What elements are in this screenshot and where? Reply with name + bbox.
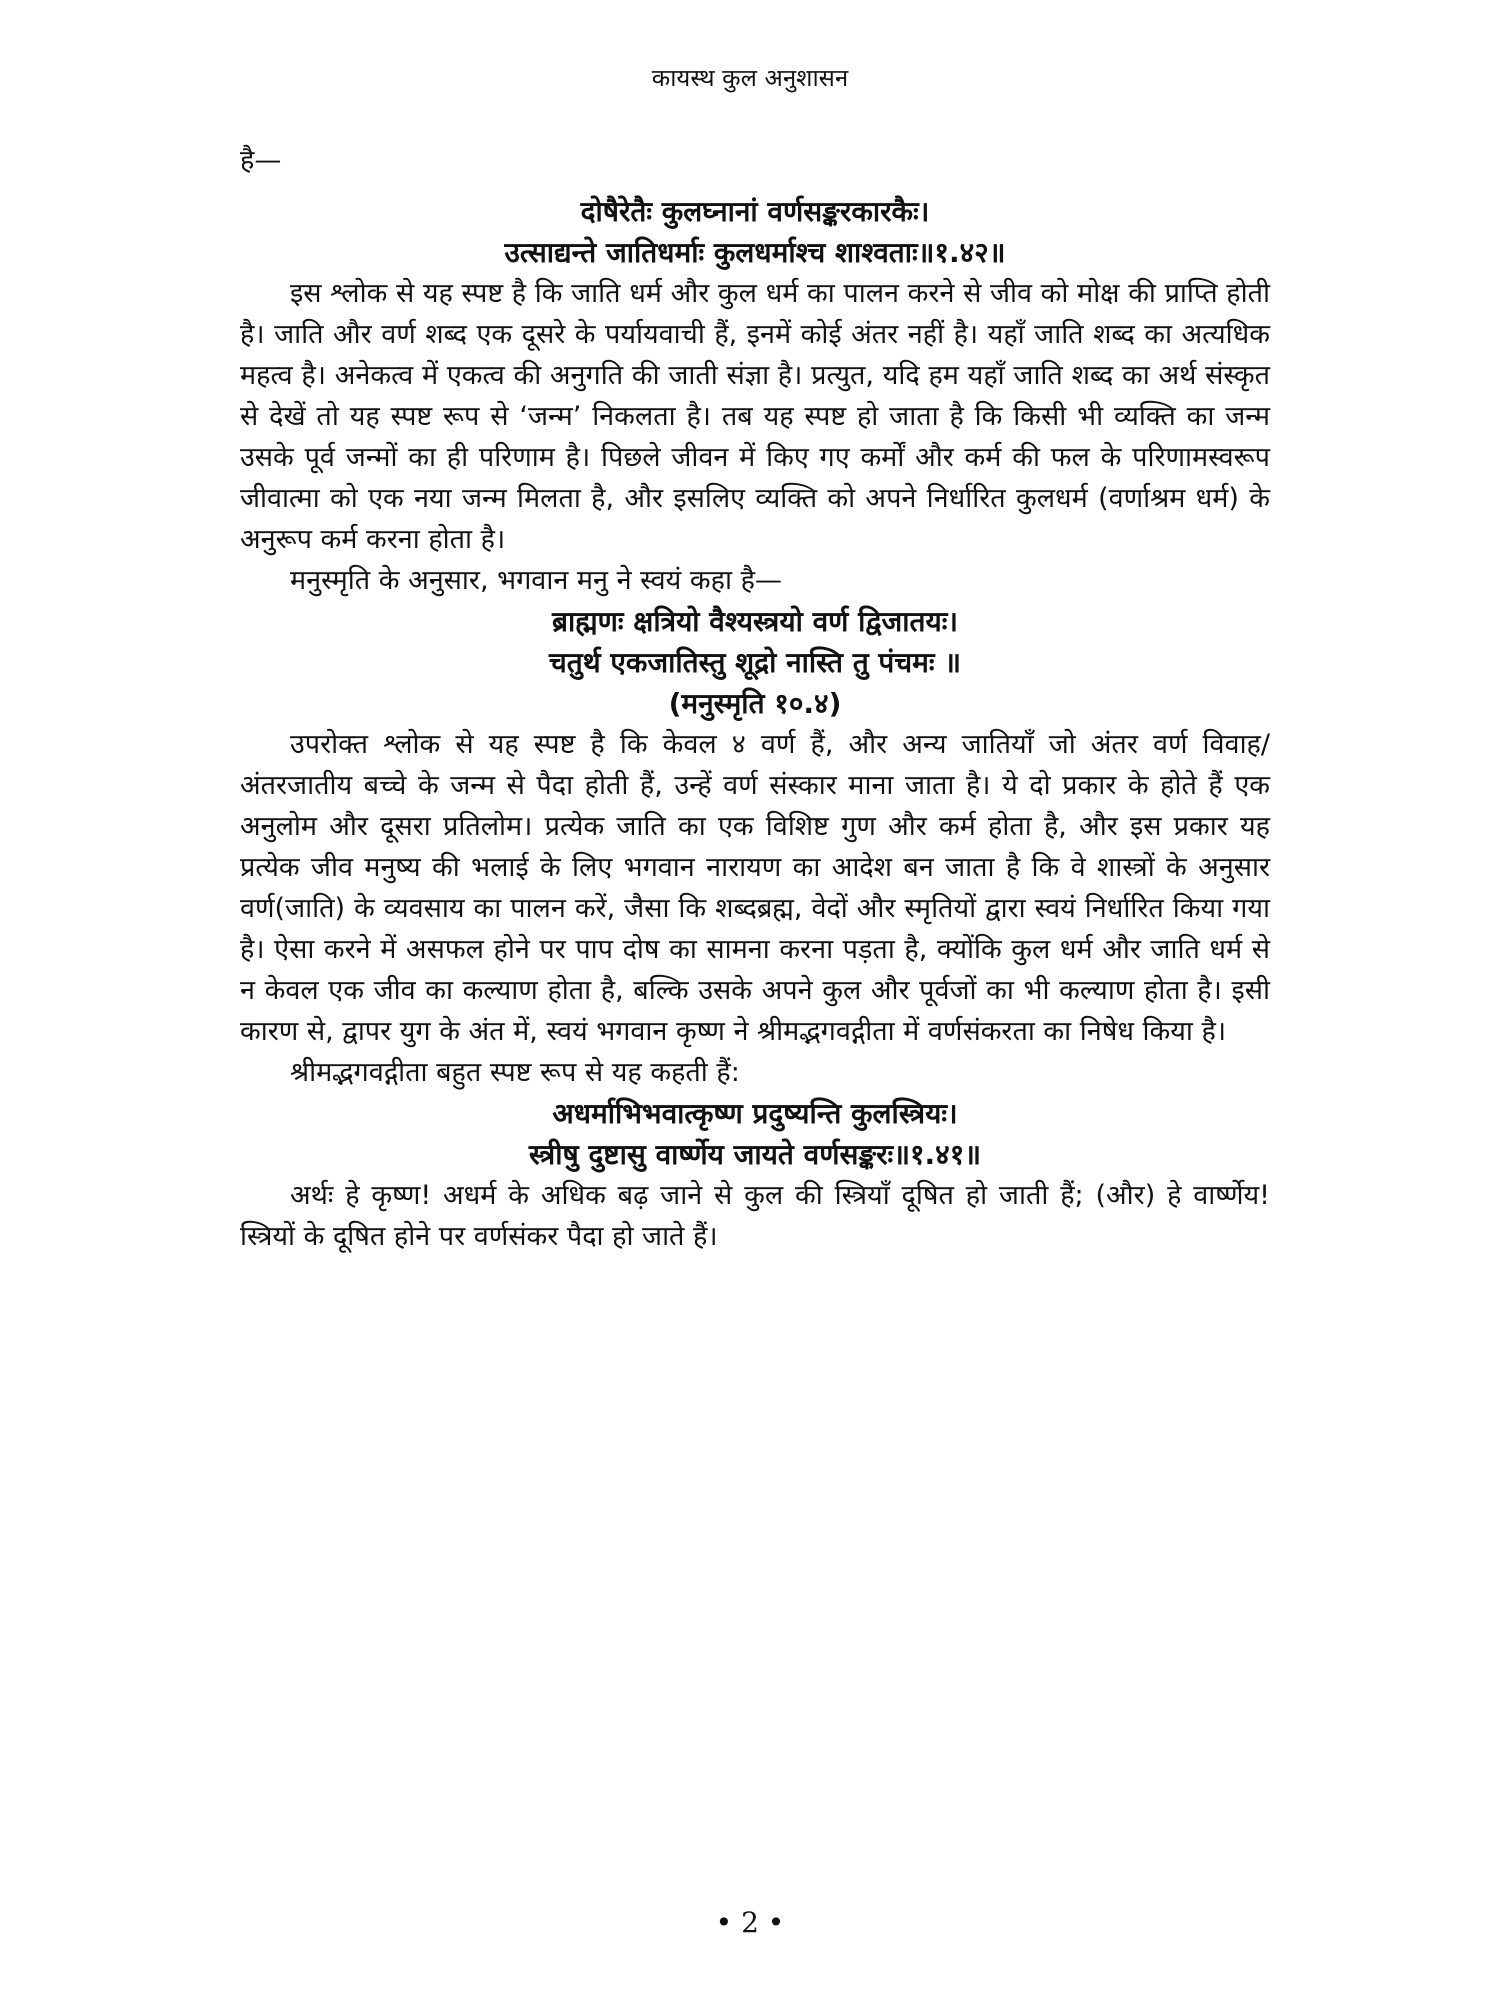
verse-1-line-1: दोषैरेतैः कुलघ्नानां वर्णसङ्करकारकैः।	[580, 195, 930, 228]
paragraph-5: अर्थः हे कृष्ण! अधर्म के अधिक बढ़ जाने से कुल की स्त्रियाँ दूषित हो जाती हैं; (और) हे वार्ष्णेय! स्त्रियों के दूषित होने पर वर्णसंकर पैदा हो जाते हैं।	[240, 1180, 1270, 1252]
verse-3-line-1: अधर्माभिभवात्कृष्ण प्रदुष्यन्ति कुलस्त्रियः।	[552, 1097, 958, 1130]
running-header: कायस्थ कुल अनुशासन	[651, 64, 849, 92]
verse-1-line-2: उत्साद्यन्ते जातिधर्माः कुलधर्माश्च शाश्वताः॥१.४२॥	[504, 236, 1006, 269]
page-number: • 2 •	[715, 1906, 785, 1939]
paragraph-2: मनुस्मृति के अनुसार, भगवान मनु ने स्वयं कहा है—	[290, 565, 782, 596]
paragraph-4: श्रीमद्भगवद्गीता बहुत स्पष्ट रूप से यह कहती हैं:	[290, 1057, 740, 1088]
paragraph-3: उपरोक्त श्लोक से यह स्पष्ट है कि केवल ४ वर्ण हैं, और अन्य जातियाँ जो अंतर वर्ण विवाह/अंतरजातीय बच्चे के जन्म से पैदा होती हैं, उन्हें वर्ण संस्कार माना जाता है। ये दो प्रकार के होते हैं एक अनुलोम और दूसरा प्रतिलोम। प्रत्येक जाति का एक विशिष्ट गुण और कर्म होता है, और इस प्रकार यह प्रत्येक जीव मनुष्य की भलाई के लिए भगवान नारायण का आदेश बन जाता है कि वे शास्त्रों के अनुसार वर्ण(जाति) के व्यवसाय का पालन करें, जैसा कि शब्दब्रह्म, वेदों और स्मृतियों द्वारा स्वयं निर्धारित किया गया है। ऐसा करने में असफल होने पर पाप दोष का सामना करना पड़ता है, क्योंकि कुल धर्म और जाति धर्म से न केवल एक जीव का कल्याण होता है, बल्कि उसके अपने कुल और पूर्वजों का भी कल्याण होता है। इसी कारण से, द्वापर युग के अंत में, स्वयं भगवान कृष्ण ने श्रीमद्भगवद्गीता में वर्णसंकरता का निषेध किया है।	[240, 729, 1270, 1047]
page-body	[240, 140, 1270, 1257]
verse-2-line-1: ब्राह्मणः क्षत्रियो वैश्यस्त्रयो वर्ण द्विजातयः।	[551, 605, 959, 638]
verse-2-line-2: चतुर्थ एकजातिस्तु शूद्रो नास्ति तु पंचमः ॥	[548, 646, 962, 679]
lead-line: है—	[240, 145, 282, 176]
verse-2-reference: (मनुस्मृति १०.४)	[668, 687, 842, 720]
paragraph-1: इस श्लोक से यह स्पष्ट है कि जाति धर्म और कुल धर्म का पालन करने से जीव को मोक्ष की प्राप्ति होती है। जाति और वर्ण शब्द एक दूसरे के पर्यायवाची हैं, इनमें कोई अंतर नहीं है। यहाँ जाति शब्द का अत्यधिक महत्व है। अनेकत्व में एकत्व की अनुगति की जाती संज्ञा है। प्रत्युत, यदि हम यहाँ जाति शब्द का अर्थ संस्कृत से देखें तो यह स्पष्ट रूप से ‘जन्म’ निकलता है। तब यह स्पष्ट हो जाता है कि किसी भी व्यक्ति का जन्म उसके पूर्व जन्मों का ही परिणाम है। पिछले जीवन में किए गए कर्मों और कर्म की फल के परिणामस्वरूप जीवात्मा को एक नया जन्म मिलता है, और इसलिए व्यक्ति को अपने निर्धारित कुलधर्म (वर्णाश्रम धर्म) के अनुरूप कर्म करना होता है।	[240, 278, 1270, 555]
verse-3-line-2: स्त्रीषु दुष्टासु वार्ष्णेय जायते वर्णसङ्करः॥१.४१॥	[528, 1138, 982, 1171]
